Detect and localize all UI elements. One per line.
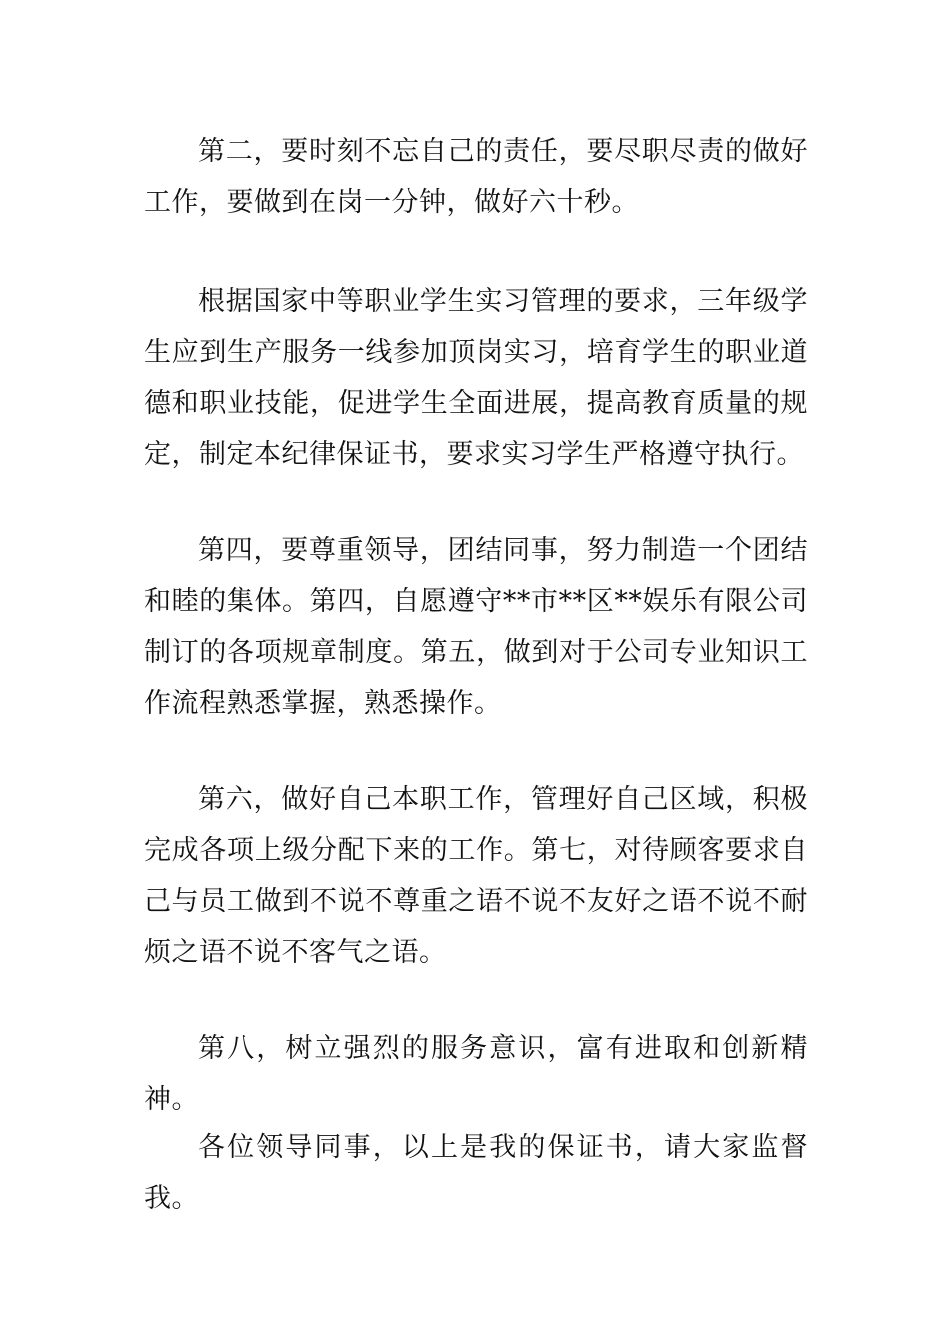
paragraph-internship-requirements: 根据国家中等职业学生实习管理的要求，三年级学生应到生产服务一线参加顶岗实习，培育学生的职业道德和职业技能，促进学生全面进展，提高教育质量的规定，制定本纪律保证书，要求实习学生严格遵守执行。 [144, 286, 808, 470]
paragraph-responsibility: 第二，要时刻不忘自己的责任，要尽职尽责的做好工作，要做到在岗一分钟，做好六十秒。 [144, 136, 808, 218]
paragraph-respect-and-rules: 第四，要尊重领导，团结同事，努力制造一个团结和睦的集体。第四，自愿遵守**市**区**娱乐有限公司制订的各项规章制度。第五，做到对于公司专业知识工作流程熟悉掌握，熟悉操作。 [144, 535, 808, 719]
paragraph-service-awareness: 第八，树立强烈的服务意识，富有进取和创新精神。 [144, 1033, 808, 1115]
paragraph-duties-and-conduct: 第六，做好自己本职工作，管理好自己区域，积极完成各项上级分配下来的工作。第七，对待顾客要求自己与员工做到不说不尊重之语不说不友好之语不说不耐烦之语不说不客气之语。 [144, 784, 808, 968]
paragraph-closing: 各位领导同事，以上是我的保证书，请大家监督我。 [144, 1132, 808, 1214]
